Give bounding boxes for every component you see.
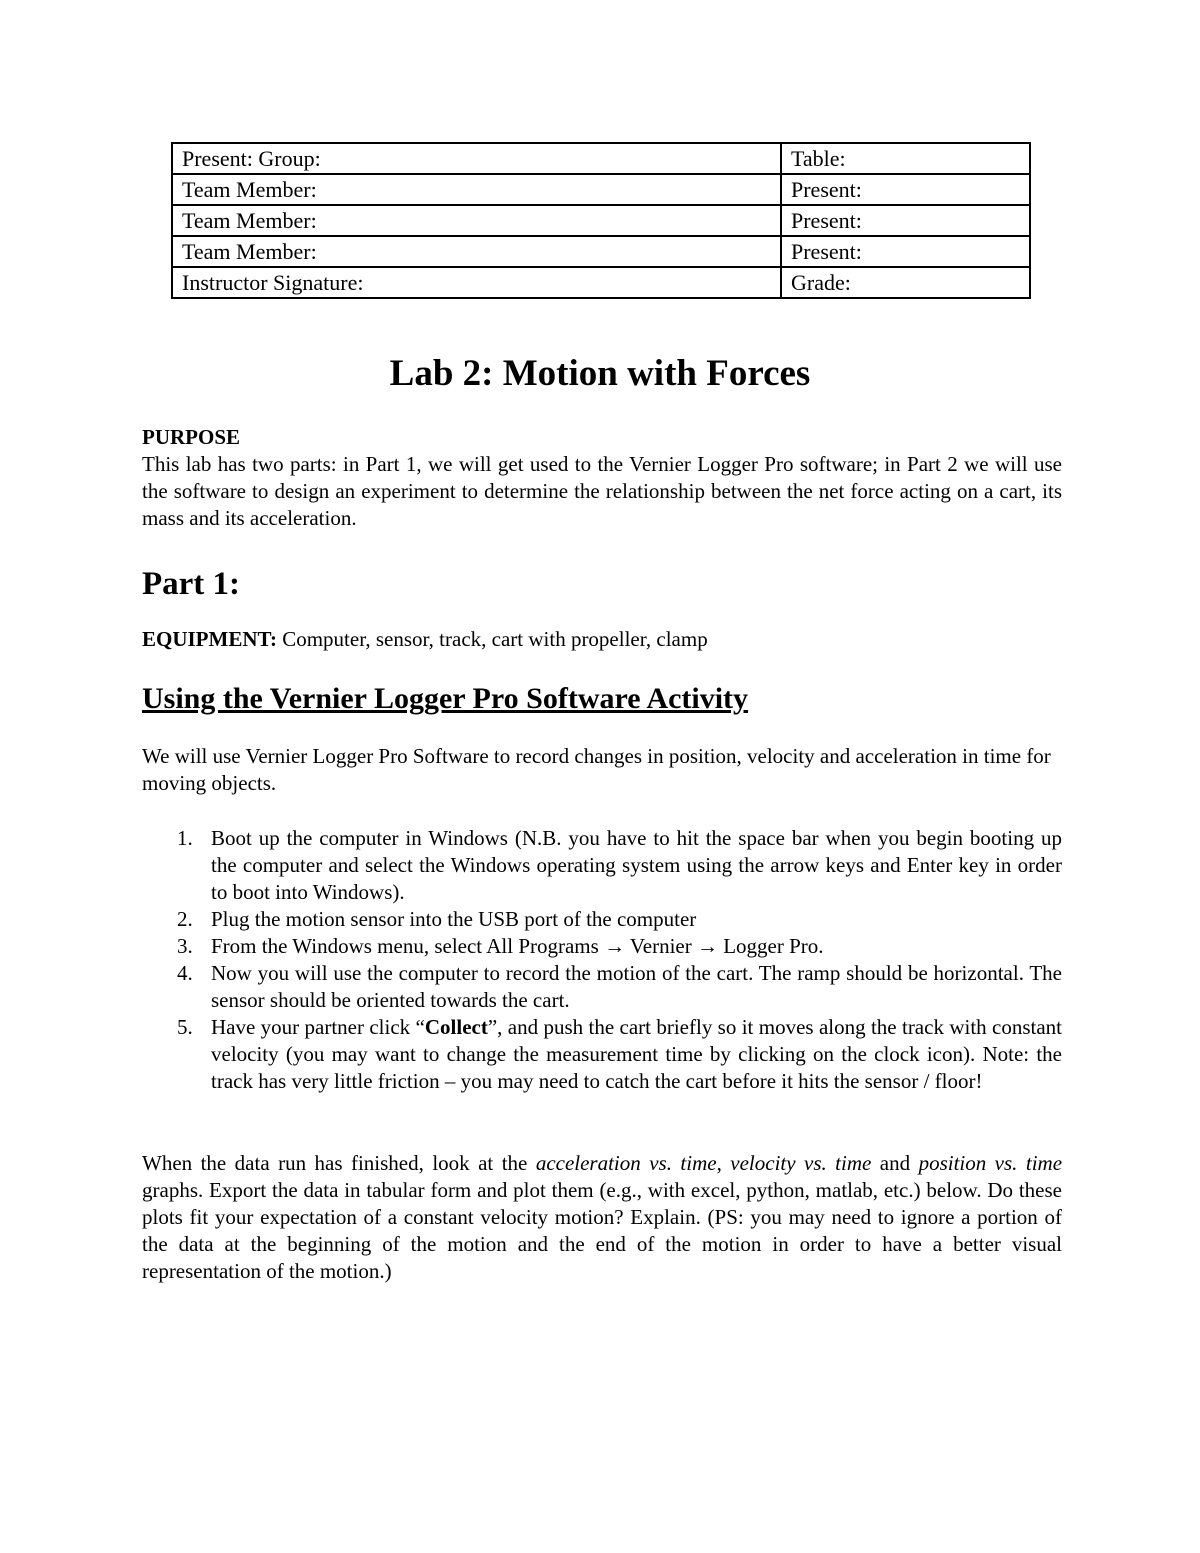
table-row: [172, 236, 1030, 267]
list-item: [142, 933, 1062, 960]
equipment-line: [142, 626, 1062, 653]
list-item: [142, 906, 1062, 933]
closing-text: graphs. Export the data in tabular form and plot them (e.g., with excel, python, matlab, etc.) below. Do these plots fit your expectation of a constant velocity motion? Explain. (PS: you may need to ignore a portion of the data at the beginning of the motion and the end of the motion in order to have a better visual representation of the motion.): [142, 1178, 1062, 1283]
part1-heading: Part 1:: [142, 566, 241, 602]
position-graph-name: position vs. time: [918, 1151, 1063, 1175]
instructor-signature-cell: Instructor Signature:: [172, 267, 781, 298]
closing-text: and: [871, 1151, 919, 1175]
closing-text: When the data run has finished, look at the: [142, 1151, 536, 1175]
list-item: [142, 960, 1062, 1014]
header-table: [171, 142, 1031, 299]
table-row: [172, 174, 1030, 205]
closing-paragraph: [142, 1150, 1062, 1285]
collect-label: Collect: [424, 1015, 488, 1039]
step-text: Plug the motion sensor into the USB port of the computer: [211, 907, 697, 931]
table-row: [172, 143, 1030, 174]
group-cell: Present: Group:: [172, 143, 781, 174]
step-text-end: ”, and push the cart briefly so it moves along the track with constant velocity (you may want to change the measurement time by clicking on the clock icon). Note: the track has very little friction – you may need to catch the cart before it hits the sensor / floor!: [211, 1015, 1062, 1093]
step-number: 2.: [177, 907, 193, 931]
page-title: Lab 2: Motion with Forces: [389, 353, 811, 394]
step-number: 4.: [177, 961, 193, 985]
purpose-heading: PURPOSE: [142, 425, 241, 449]
step-number: 1.: [177, 826, 193, 850]
step-text: Boot up the computer in Windows (N.B. you have to hit the space bar when you begin booting up the computer and select the Windows operating system using the arrow keys and Enter key in order to boot into Windows).: [211, 826, 1062, 904]
table-number-cell: Table:: [781, 143, 1030, 174]
grade-cell: Grade:: [781, 267, 1030, 298]
present-cell: Present:: [781, 174, 1030, 205]
velocity-graph-name: velocity vs. time: [730, 1151, 872, 1175]
step-text: Now you will use the computer to record the motion of the cart. The ramp should be horizontal. The sensor should be oriented towards the cart.: [211, 961, 1062, 1012]
step-number: 3.: [177, 934, 193, 958]
closing-text: ,: [716, 1151, 731, 1175]
acceleration-graph-name: acceleration vs. time: [535, 1151, 717, 1175]
team-member-cell: Team Member:: [172, 174, 781, 205]
equipment-text: Computer, sensor, track, cart with propeller, clamp: [276, 627, 708, 651]
table-row: [172, 205, 1030, 236]
steps-list: [142, 825, 1062, 1095]
purpose-text: This lab has two parts: in Part 1, we will get used to the Vernier Logger Pro software; in Part 2 we will use the software to design an experiment to determine the relationship between the net force acting on a cart, its mass and its acceleration.: [142, 452, 1062, 530]
activity-heading: Using the Vernier Logger Pro Software Activity: [142, 682, 749, 715]
team-member-cell: Team Member:: [172, 205, 781, 236]
step-number: 5.: [177, 1015, 193, 1039]
equipment-label: EQUIPMENT:: [142, 627, 277, 651]
table-row: [172, 267, 1030, 298]
team-member-cell: Team Member:: [172, 236, 781, 267]
list-item: [142, 825, 1062, 906]
present-cell: Present:: [781, 205, 1030, 236]
step-text-start: Have your partner click “: [211, 1015, 425, 1039]
list-item: [142, 1014, 1062, 1095]
present-cell: Present:: [781, 236, 1030, 267]
activity-intro: We will use Vernier Logger Pro Software to record changes in position, velocity and acceleration in time for moving objects.: [142, 744, 1051, 795]
step-text: [211, 1015, 1062, 1093]
step-text: From the Windows menu, select All Programs → Vernier → Logger Pro.: [211, 934, 824, 958]
